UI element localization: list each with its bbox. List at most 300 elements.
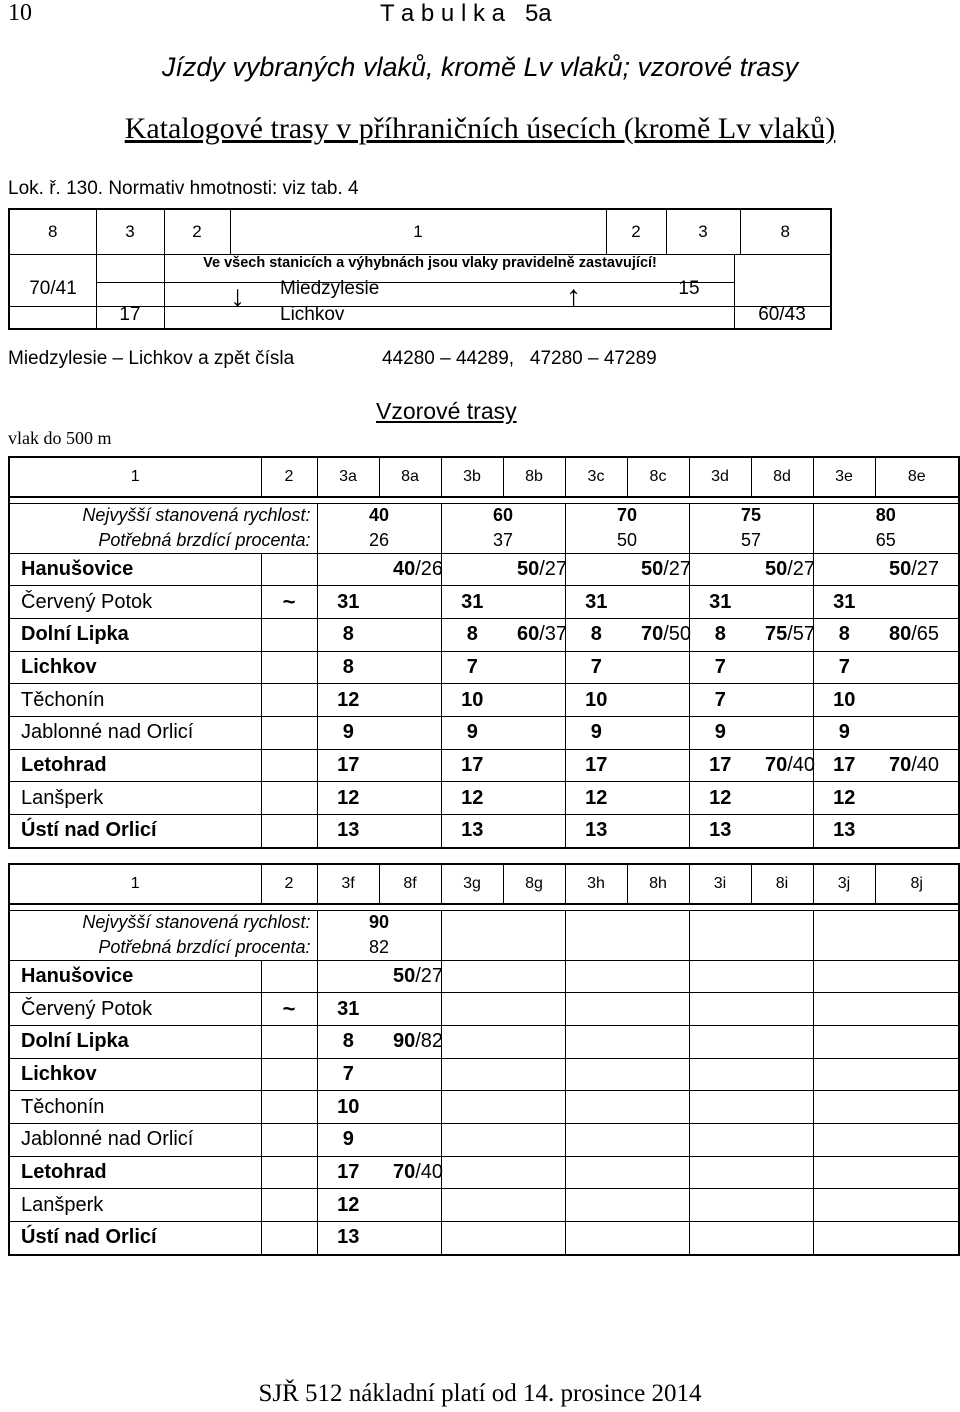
tilde-mark bbox=[261, 651, 317, 684]
column-header: 8b bbox=[503, 457, 565, 497]
station-name: Červený Potok bbox=[9, 993, 261, 1026]
travel-time-cell: 8 bbox=[813, 618, 875, 651]
speed-brake-cell bbox=[627, 960, 689, 993]
travel-time-cell: 17 bbox=[441, 749, 503, 782]
travel-time-cell bbox=[441, 553, 503, 586]
miedzylesie-left-value: 70/41 bbox=[29, 278, 77, 299]
speed-brake-cell bbox=[627, 716, 689, 749]
tilde-mark bbox=[261, 716, 317, 749]
brake-part: /82 bbox=[415, 1030, 444, 1053]
speed-brake-cell bbox=[875, 1156, 959, 1189]
speed-part: 70 bbox=[765, 753, 788, 776]
travel-time-cell bbox=[565, 960, 627, 993]
footer: SJŘ 512 nákladní platí od 14. prosince 2014 bbox=[258, 1380, 702, 1407]
travel-time-cell bbox=[689, 1189, 751, 1222]
travel-time-cell: 9 bbox=[565, 716, 627, 749]
speed-brake-cell bbox=[627, 586, 689, 619]
speed-value: 70 bbox=[565, 503, 689, 528]
speed-brake-cell bbox=[751, 1222, 813, 1255]
travel-time-cell bbox=[813, 1058, 875, 1091]
travel-time-cell bbox=[813, 1123, 875, 1156]
speed-brake-cell bbox=[379, 1222, 441, 1255]
travel-time-cell bbox=[565, 553, 627, 586]
speed-brake-cell bbox=[751, 749, 816, 782]
top-col-number: 3 bbox=[666, 210, 740, 254]
route-description: Miedzylesie – Lichkov a zpět čísla bbox=[8, 348, 295, 369]
brake-value: 37 bbox=[441, 528, 565, 553]
travel-time-cell bbox=[317, 960, 379, 993]
speed-brake-cell bbox=[627, 1156, 689, 1189]
speed-brake-cell bbox=[751, 993, 813, 1026]
speed-brake-cell bbox=[875, 1025, 959, 1058]
column-header: 8h bbox=[627, 864, 689, 904]
speed-part: 40 bbox=[393, 557, 416, 580]
column-header: 3b bbox=[441, 457, 503, 497]
speed-brake-cell bbox=[379, 1189, 441, 1222]
brake-value bbox=[813, 935, 959, 960]
table-title: T a b u l k a 5a bbox=[380, 0, 552, 27]
brake-part: /37 bbox=[539, 623, 568, 646]
brake-value bbox=[689, 935, 813, 960]
travel-time-cell bbox=[689, 1123, 751, 1156]
speed-value: 80 bbox=[813, 503, 959, 528]
travel-time-cell: 17 bbox=[565, 749, 627, 782]
speed-brake-cell bbox=[875, 782, 959, 815]
travel-time-cell bbox=[689, 1058, 751, 1091]
tilde-mark bbox=[261, 1058, 317, 1091]
station-name: Letohrad bbox=[9, 1156, 261, 1189]
column-header: 2 bbox=[261, 457, 317, 497]
travel-time-cell: 8 bbox=[441, 618, 503, 651]
travel-time-cell: 12 bbox=[317, 1189, 379, 1222]
tilde-mark bbox=[261, 553, 317, 586]
column-header: 8d bbox=[751, 457, 813, 497]
speed-brake-cell bbox=[503, 618, 568, 651]
travel-time-cell: 9 bbox=[317, 716, 379, 749]
column-header: 3f bbox=[317, 864, 379, 904]
speed-brake-cell bbox=[503, 684, 565, 717]
brake-value: 50 bbox=[565, 528, 689, 553]
station-name: Červený Potok bbox=[9, 586, 261, 619]
top-box-columns bbox=[10, 210, 830, 255]
travel-time-cell bbox=[565, 993, 627, 1026]
speed-brake-cell bbox=[503, 1025, 565, 1058]
speed-brake-cell bbox=[875, 684, 959, 717]
speed-value: 90 bbox=[317, 910, 441, 935]
speed-value bbox=[689, 910, 813, 935]
travel-time-cell bbox=[565, 1189, 627, 1222]
travel-time-cell: 12 bbox=[317, 782, 379, 815]
tilde-mark bbox=[261, 1189, 317, 1222]
top-col-number: 2 bbox=[164, 210, 230, 254]
speed-brake-cell bbox=[379, 684, 441, 717]
speed-brake-cell bbox=[627, 1222, 689, 1255]
speed-brake-cell bbox=[875, 618, 959, 651]
speed-brake-cell bbox=[503, 1123, 565, 1156]
top-col-number: 3 bbox=[96, 210, 164, 254]
speed-brake-cell bbox=[875, 993, 959, 1026]
travel-time-cell: 8 bbox=[317, 618, 379, 651]
travel-time-cell: 31 bbox=[813, 586, 875, 619]
travel-time-cell: 8 bbox=[689, 618, 751, 651]
speed-brake-cell bbox=[379, 1123, 441, 1156]
tilde-mark bbox=[261, 815, 317, 848]
speed-part: 50 bbox=[641, 557, 664, 580]
speed-brake-cell bbox=[627, 651, 689, 684]
speed-brake-cell bbox=[503, 749, 565, 782]
brake-part: /27 bbox=[415, 964, 444, 987]
brake-label: Potřebná brzdící procenta: bbox=[98, 936, 311, 957]
speed-brake-cell bbox=[627, 618, 692, 651]
brake-part: /27 bbox=[911, 557, 940, 580]
speed-brake-cell bbox=[379, 1058, 441, 1091]
top-col-number: 1 bbox=[230, 210, 606, 254]
speed-brake-cell bbox=[875, 1189, 959, 1222]
speed-brake-cell bbox=[751, 815, 813, 848]
travel-time-cell: 13 bbox=[317, 815, 379, 848]
brake-value: 65 bbox=[813, 528, 959, 553]
speed-brake-cell bbox=[627, 553, 692, 586]
speed-brake-cell bbox=[627, 815, 689, 848]
column-header: 8g bbox=[503, 864, 565, 904]
speed-brake-cell bbox=[379, 716, 441, 749]
brake-part: /50 bbox=[663, 623, 692, 646]
travel-time-cell bbox=[689, 1025, 751, 1058]
speed-brake-cell bbox=[379, 1156, 444, 1189]
speed-brake-cell bbox=[627, 1123, 689, 1156]
travel-time-cell: 7 bbox=[441, 651, 503, 684]
speed-brake-cell bbox=[627, 1025, 689, 1058]
speed-brake-cell bbox=[379, 553, 444, 586]
travel-time-cell bbox=[813, 1091, 875, 1124]
brake-value bbox=[441, 935, 565, 960]
top-col-number: 8 bbox=[740, 210, 830, 254]
brake-part: /57 bbox=[787, 623, 816, 646]
speed-brake-cell bbox=[875, 651, 959, 684]
speed-part: 50 bbox=[889, 557, 912, 580]
speed-brake-cell bbox=[379, 993, 441, 1026]
tilde-mark: ~ bbox=[261, 993, 317, 1026]
travel-time-cell: 7 bbox=[813, 651, 875, 684]
travel-time-cell bbox=[565, 1058, 627, 1091]
speed-brake-cell bbox=[503, 960, 565, 993]
page-number: 10 bbox=[8, 0, 32, 26]
brake-part: /27 bbox=[663, 557, 692, 580]
speed-brake-cell bbox=[627, 1091, 689, 1124]
tilde-mark bbox=[261, 1156, 317, 1189]
travel-time-cell: 10 bbox=[317, 1091, 379, 1124]
route-numbers: 44280 – 44289, 47280 – 47289 bbox=[382, 348, 657, 369]
lichkov-station: Lichkov bbox=[280, 304, 345, 325]
travel-time-cell: 17 bbox=[813, 749, 875, 782]
speed-brake-cell bbox=[627, 1189, 689, 1222]
speed-brake-cell bbox=[379, 586, 441, 619]
tilde-mark bbox=[261, 960, 317, 993]
lichkov-left-value: 17 bbox=[119, 304, 141, 325]
travel-time-cell: 12 bbox=[565, 782, 627, 815]
brake-part: /40 bbox=[911, 753, 940, 776]
miedzylesie-right-value: 15 bbox=[678, 278, 700, 299]
speed-brake-cell bbox=[503, 1091, 565, 1124]
travel-time-cell: 12 bbox=[441, 782, 503, 815]
station-name: Jablonné nad Orlicí bbox=[9, 716, 261, 749]
speed-part: 70 bbox=[889, 753, 912, 776]
brake-value bbox=[565, 935, 689, 960]
column-header: 8f bbox=[379, 864, 441, 904]
speed-brake-cell bbox=[751, 586, 813, 619]
speed-brake-cell bbox=[379, 815, 441, 848]
speed-part: 60 bbox=[517, 623, 540, 646]
speed-brake-cell bbox=[503, 1058, 565, 1091]
speed-brake-cell bbox=[627, 684, 689, 717]
brake-part: /40 bbox=[415, 1160, 444, 1183]
speed-brake-cell bbox=[503, 586, 565, 619]
timetable-2 bbox=[8, 863, 960, 1256]
travel-time-cell bbox=[441, 1189, 503, 1222]
speed-brake-cell bbox=[875, 553, 959, 586]
speed-brake-cell bbox=[751, 716, 813, 749]
travel-time-cell bbox=[813, 553, 875, 586]
travel-time-cell bbox=[813, 960, 875, 993]
speed-brake-cell bbox=[875, 749, 959, 782]
speed-brake-cell bbox=[751, 1025, 813, 1058]
tilde-mark bbox=[261, 749, 317, 782]
vzorove-trasy-heading: Vzorové trasy bbox=[376, 398, 517, 424]
travel-time-cell bbox=[441, 1058, 503, 1091]
speed-brake-cell bbox=[751, 782, 813, 815]
brake-value: 57 bbox=[689, 528, 813, 553]
speed-brake-cell bbox=[751, 684, 813, 717]
speed-brake-cell bbox=[379, 782, 441, 815]
speed-brake-cell bbox=[379, 749, 441, 782]
speed-value: 40 bbox=[317, 503, 441, 528]
brake-part: /65 bbox=[911, 623, 940, 646]
speed-brake-cell bbox=[503, 553, 568, 586]
column-header: 1 bbox=[9, 864, 261, 904]
column-header: 3j bbox=[813, 864, 875, 904]
timetable-1 bbox=[8, 456, 960, 849]
page-subheading: Katalogové trasy v příhraničních úsecích (kromě Lv vlaků) bbox=[124, 112, 836, 145]
brake-part: /27 bbox=[539, 557, 568, 580]
station-name: Ústí nad Orlicí bbox=[9, 815, 261, 848]
speed-brake-cell bbox=[751, 1123, 813, 1156]
station-name: Hanušovice bbox=[9, 960, 261, 993]
page-heading: Jízdy vybraných vlaků, kromě Lv vlaků; vzorové trasy bbox=[161, 52, 799, 82]
speed-brake-cell bbox=[751, 1156, 813, 1189]
train-length-note: vlak do 500 m bbox=[8, 428, 112, 448]
tilde-mark bbox=[261, 782, 317, 815]
travel-time-cell bbox=[317, 553, 379, 586]
speed-part: 50 bbox=[765, 557, 788, 580]
top-col-number: 2 bbox=[606, 210, 666, 254]
tilde-mark bbox=[261, 1123, 317, 1156]
speed-brake-cell bbox=[627, 749, 689, 782]
travel-time-cell bbox=[565, 1025, 627, 1058]
speed-brake-cell bbox=[875, 815, 959, 848]
speed-part: 50 bbox=[393, 964, 416, 987]
speed-part: 80 bbox=[889, 623, 912, 646]
speed-brake-cell bbox=[503, 1222, 565, 1255]
station-name: Lichkov bbox=[9, 651, 261, 684]
travel-time-cell bbox=[813, 993, 875, 1026]
column-header: 3c bbox=[565, 457, 627, 497]
speed-brake-cell bbox=[751, 1058, 813, 1091]
travel-time-cell bbox=[441, 1222, 503, 1255]
speed-brake-cell bbox=[875, 1058, 959, 1091]
travel-time-cell bbox=[441, 960, 503, 993]
travel-time-cell: 9 bbox=[813, 716, 875, 749]
travel-time-cell: 31 bbox=[317, 993, 379, 1026]
column-header: 8c bbox=[627, 457, 689, 497]
speed-brake-cell bbox=[503, 815, 565, 848]
station-name: Hanušovice bbox=[9, 553, 261, 586]
miedzylesie-station: Miedzylesie bbox=[280, 278, 380, 299]
travel-time-cell bbox=[441, 1123, 503, 1156]
speed-brake-cell bbox=[503, 1156, 565, 1189]
travel-time-cell: 10 bbox=[441, 684, 503, 717]
station-name: Dolní Lipka bbox=[9, 1025, 261, 1058]
column-header: 8a bbox=[379, 457, 441, 497]
travel-time-cell: 17 bbox=[317, 749, 379, 782]
speed-brake-cell bbox=[751, 618, 816, 651]
travel-time-cell bbox=[565, 1123, 627, 1156]
travel-time-cell: 8 bbox=[317, 651, 379, 684]
speed-brake-cell bbox=[379, 1091, 441, 1124]
stop-note: Ve všech stanicích a výhybnách jsou vlaky pravidelně zastavující! bbox=[203, 255, 657, 271]
travel-time-cell bbox=[565, 1222, 627, 1255]
travel-time-cell bbox=[441, 1025, 503, 1058]
brake-value: 82 bbox=[317, 935, 441, 960]
travel-time-cell: 31 bbox=[565, 586, 627, 619]
speed-brake-cell bbox=[503, 993, 565, 1026]
station-name: Letohrad bbox=[9, 749, 261, 782]
column-header: 3i bbox=[689, 864, 751, 904]
top-col-number: 8 bbox=[10, 210, 96, 254]
travel-time-cell: 7 bbox=[689, 651, 751, 684]
travel-time-cell: 13 bbox=[565, 815, 627, 848]
travel-time-cell bbox=[689, 993, 751, 1026]
travel-time-cell: 10 bbox=[565, 684, 627, 717]
travel-time-cell bbox=[689, 1222, 751, 1255]
brake-part: /26 bbox=[415, 557, 444, 580]
speed-brake-cell bbox=[875, 960, 959, 993]
travel-time-cell: 12 bbox=[689, 782, 751, 815]
travel-time-cell bbox=[689, 1156, 751, 1189]
travel-time-cell: 31 bbox=[689, 586, 751, 619]
travel-time-cell bbox=[689, 960, 751, 993]
speed-brake-cell bbox=[379, 618, 441, 651]
speed-part: 75 bbox=[765, 623, 788, 646]
column-header: 3e bbox=[813, 457, 875, 497]
tilde-mark bbox=[261, 1025, 317, 1058]
speed-brake-cell bbox=[503, 716, 565, 749]
speed-brake-cell bbox=[751, 960, 813, 993]
travel-time-cell bbox=[441, 1156, 503, 1189]
travel-time-cell bbox=[441, 1091, 503, 1124]
travel-time-cell: 13 bbox=[317, 1222, 379, 1255]
lichkov-right-value: 60/43 bbox=[758, 304, 806, 325]
speed-part: 50 bbox=[517, 557, 540, 580]
brake-part: /40 bbox=[787, 753, 816, 776]
travel-time-cell: 12 bbox=[813, 782, 875, 815]
travel-time-cell bbox=[565, 1156, 627, 1189]
column-header: 8j bbox=[875, 864, 959, 904]
travel-time-cell bbox=[441, 993, 503, 1026]
speed-value bbox=[813, 910, 959, 935]
column-header: 8e bbox=[875, 457, 959, 497]
travel-time-cell: 9 bbox=[317, 1123, 379, 1156]
travel-time-cell bbox=[813, 1222, 875, 1255]
travel-time-cell bbox=[689, 553, 751, 586]
speed-value bbox=[565, 910, 689, 935]
station-name: Těchonín bbox=[9, 684, 261, 717]
loco-line: Lok. ř. 130. Normativ hmotnosti: viz tab. 4 bbox=[8, 178, 359, 199]
travel-time-cell bbox=[813, 1156, 875, 1189]
column-header: 1 bbox=[9, 457, 261, 497]
tilde-mark bbox=[261, 1091, 317, 1124]
speed-value: 75 bbox=[689, 503, 813, 528]
speed-brake-cell bbox=[379, 1025, 444, 1058]
travel-time-cell: 7 bbox=[689, 684, 751, 717]
tilde-mark: ~ bbox=[261, 586, 317, 619]
speed-brake-cell bbox=[627, 1058, 689, 1091]
travel-time-cell: 13 bbox=[813, 815, 875, 848]
speed-label: Nejvyšší stanovená rychlost: bbox=[82, 912, 311, 933]
travel-time-cell: 13 bbox=[689, 815, 751, 848]
station-name: Dolní Lipka bbox=[9, 618, 261, 651]
arrow-down-icon: ↓ bbox=[230, 280, 245, 313]
speed-brake-cell bbox=[751, 1189, 813, 1222]
travel-time-cell: 9 bbox=[441, 716, 503, 749]
brake-label: Potřebná brzdící procenta: bbox=[98, 529, 311, 550]
travel-time-cell bbox=[689, 1091, 751, 1124]
tilde-mark bbox=[261, 618, 317, 651]
speed-brake-cell bbox=[503, 782, 565, 815]
travel-time-cell: 7 bbox=[565, 651, 627, 684]
speed-value: 60 bbox=[441, 503, 565, 528]
station-name: Lanšperk bbox=[9, 1189, 261, 1222]
brake-part: /27 bbox=[787, 557, 816, 580]
station-name: Lanšperk bbox=[9, 782, 261, 815]
travel-time-cell: 10 bbox=[813, 684, 875, 717]
brake-value: 26 bbox=[317, 528, 441, 553]
speed-brake-cell bbox=[751, 1091, 813, 1124]
travel-time-cell: 7 bbox=[317, 1058, 379, 1091]
travel-time-cell bbox=[565, 1091, 627, 1124]
travel-time-cell: 8 bbox=[317, 1025, 379, 1058]
station-name: Těchonín bbox=[9, 1091, 261, 1124]
speed-part: 70 bbox=[641, 623, 664, 646]
travel-time-cell: 17 bbox=[689, 749, 751, 782]
travel-time-cell: 13 bbox=[441, 815, 503, 848]
speed-brake-cell bbox=[751, 553, 816, 586]
speed-brake-cell bbox=[379, 960, 444, 993]
travel-time-cell: 8 bbox=[565, 618, 627, 651]
top-box bbox=[8, 208, 832, 330]
tilde-mark bbox=[261, 1222, 317, 1255]
speed-part: 90 bbox=[393, 1030, 416, 1053]
column-header: 2 bbox=[261, 864, 317, 904]
column-header: 3h bbox=[565, 864, 627, 904]
travel-time-cell: 12 bbox=[317, 684, 379, 717]
column-header: 3g bbox=[441, 864, 503, 904]
column-header: 3a bbox=[317, 457, 379, 497]
speed-brake-cell bbox=[875, 716, 959, 749]
speed-label: Nejvyšší stanovená rychlost: bbox=[82, 505, 311, 526]
speed-value bbox=[441, 910, 565, 935]
speed-brake-cell bbox=[627, 993, 689, 1026]
speed-brake-cell bbox=[627, 782, 689, 815]
